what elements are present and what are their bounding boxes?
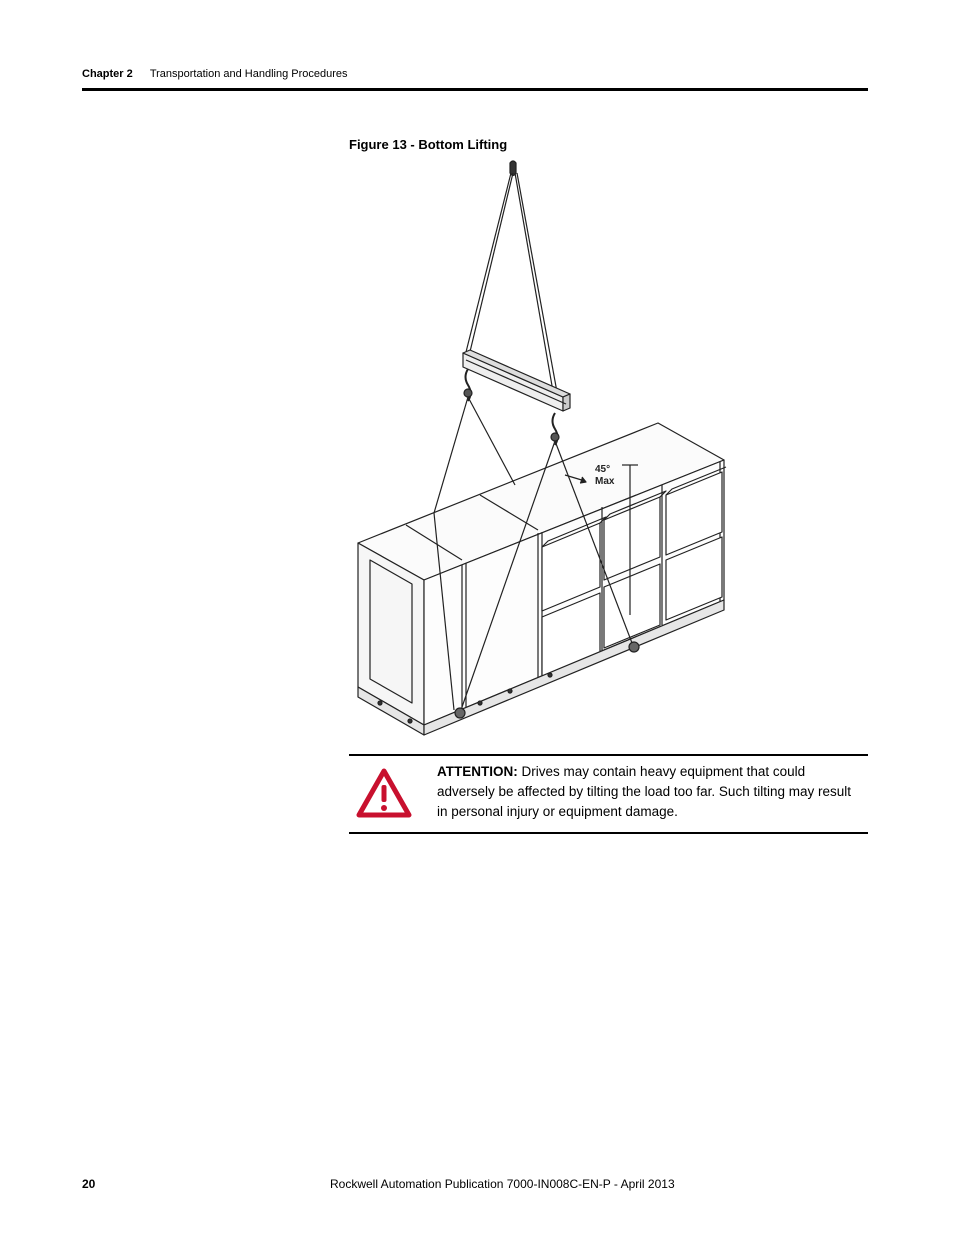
lifting-illustration xyxy=(350,155,730,740)
angle-label: 45° xyxy=(595,464,611,475)
figure-caption: Figure 13 - Bottom Lifting xyxy=(349,137,508,152)
section-title: Transportation and Handling Procedures xyxy=(149,68,348,80)
page-header xyxy=(82,67,868,81)
publication-info: Rockwell Automation Publication 7000-IN008C-EN-P - April 2013 xyxy=(330,1177,675,1191)
chapter-label: Chapter 2 xyxy=(82,68,133,80)
attention-message: Drives may contain heavy equipment that could adversely be affected by tilting the load too far. Such tilting may result in personal injury or equipment damage. xyxy=(437,764,851,819)
attention-label: ATTENTION: xyxy=(437,764,518,779)
angle-sub-label: Max xyxy=(595,476,615,487)
attention-text xyxy=(437,762,857,822)
warning-triangle-icon xyxy=(356,768,412,818)
header-rule xyxy=(82,88,868,91)
attention-box xyxy=(349,754,868,834)
page-number: 20 xyxy=(82,1177,96,1191)
